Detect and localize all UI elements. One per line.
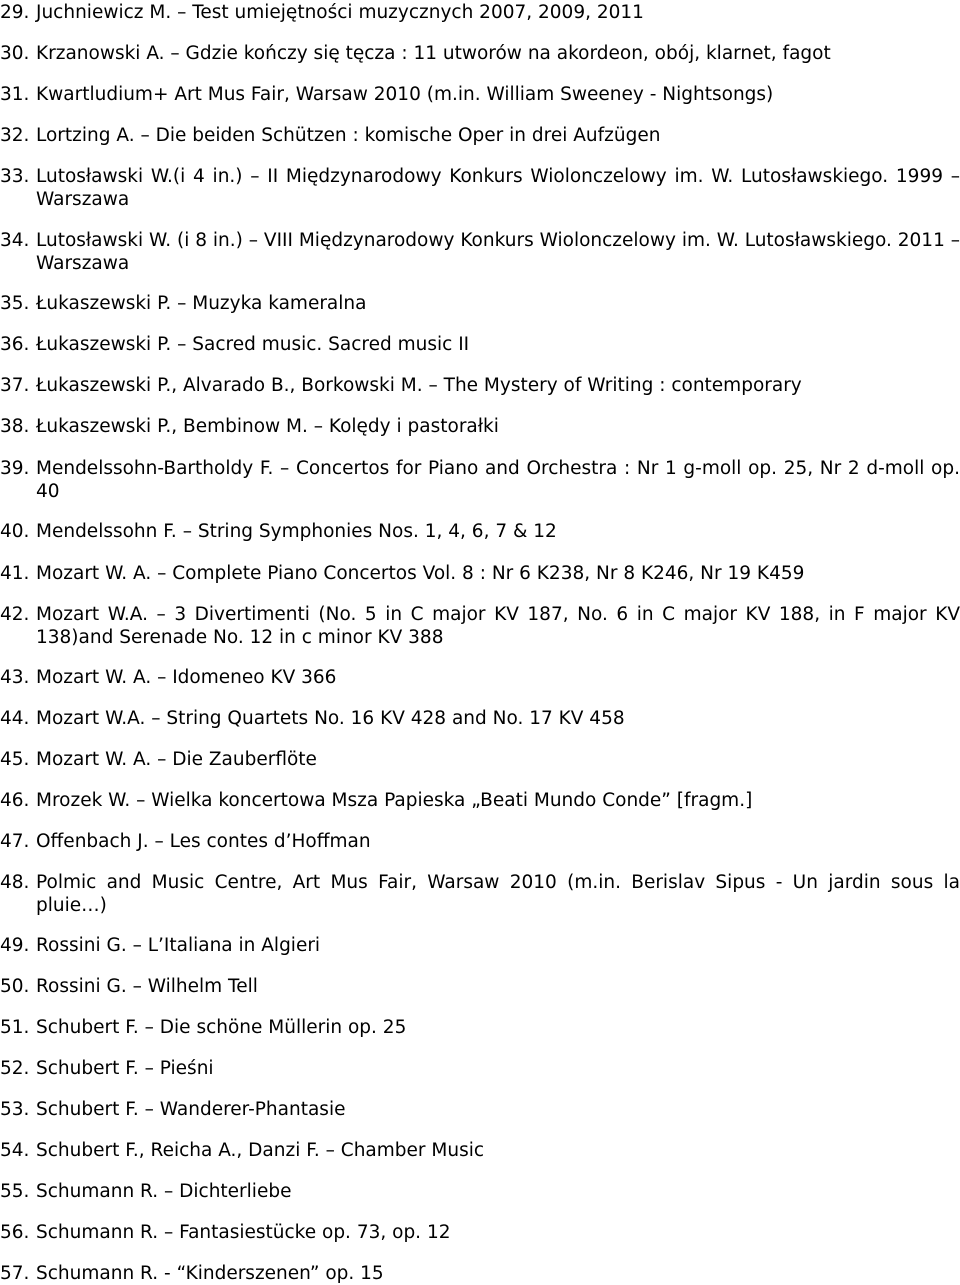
list-item (0, 415, 960, 438)
item-number: 53. (0, 1099, 30, 1120)
item-number: 46. (0, 790, 30, 811)
list-item (0, 83, 960, 106)
item-text: Mendelssohn-Bartholdy F. – Concertos for Piano and Orchestra : Nr 1 g-moll op. 25, Nr 2 d-moll op. 40 (36, 458, 960, 502)
list-item (0, 707, 960, 730)
item-text: Schumann R. – Dichterliebe (36, 1181, 292, 1202)
item-text: Lortzing A. – Die beiden Schützen : komische Oper in drei Aufzügen (36, 125, 661, 146)
item-number: 50. (0, 976, 30, 997)
list-item (0, 374, 960, 397)
item-number: 45. (0, 749, 30, 770)
list-item (0, 748, 960, 771)
item-text: Schubert F. – Pieśni (36, 1058, 214, 1079)
item-text: Mozart W. A. – Die Zauberflöte (36, 749, 317, 770)
item-text: Juchniewicz M. – Test umiejętności muzycznych 2007, 2009, 2011 (36, 2, 644, 23)
list-item (0, 871, 960, 917)
item-text: Rossini G. – Wilhelm Tell (36, 976, 258, 997)
item-number: 43. (0, 667, 30, 688)
item-text: Schubert F., Reicha A., Danzi F. – Chamber Music (36, 1140, 485, 1161)
list-item (0, 830, 960, 853)
item-number: 39. (0, 458, 30, 479)
list-item (0, 603, 960, 649)
item-text: Kwartludium+ Art Mus Fair, Warsaw 2010 (m.in. William Sweeney - Nightsongs) (36, 84, 774, 105)
item-number: 40. (0, 521, 30, 542)
list-item (0, 666, 960, 689)
item-text: Mendelssohn F. – String Symphonies Nos. 1, 4, 6, 7 & 12 (36, 521, 557, 542)
list-item (0, 1, 960, 24)
item-number: 37. (0, 375, 30, 396)
item-text: Lutosławski W.(i 4 in.) – II Międzynarodowy Konkurs Wiolonczelowy im. W. Lutosławskiego. 1999 – Warszawa (36, 166, 960, 210)
item-number: 31. (0, 84, 30, 105)
item-text: Schubert F. – Die schöne Müllerin op. 25 (36, 1017, 407, 1038)
list-item (0, 1262, 960, 1285)
list-item (0, 42, 960, 65)
list-item (0, 124, 960, 147)
item-text: Łukaszewski P., Alvarado B., Borkowski M. – The Mystery of Writing : contemporary (36, 375, 802, 396)
list-item (0, 292, 960, 315)
item-text: Mozart W. A. – Idomeneo KV 366 (36, 667, 337, 688)
item-text: Krzanowski A. – Gdzie kończy się tęcza : 11 utworów na akordeon, obój, klarnet, fagot (36, 43, 831, 64)
item-number: 32. (0, 125, 30, 146)
item-text: Łukaszewski P. – Muzyka kameralna (36, 293, 367, 314)
item-number: 52. (0, 1058, 30, 1079)
item-text: Schubert F. – Wanderer-Phantasie (36, 1099, 346, 1120)
list-item (0, 934, 960, 957)
list-item (0, 1180, 960, 1203)
item-number: 44. (0, 708, 30, 729)
item-number: 36. (0, 334, 30, 355)
item-text: Mozart W.A. – String Quartets No. 16 KV 428 and No. 17 KV 458 (36, 708, 625, 729)
item-text: Offenbach J. – Les contes d’Hoffman (36, 831, 371, 852)
item-text: Łukaszewski P. – Sacred music. Sacred music II (36, 334, 470, 355)
list-item (0, 1221, 960, 1244)
item-text: Mozart W. A. – Complete Piano Concertos Vol. 8 : Nr 6 K238, Nr 8 K246, Nr 19 K459 (36, 563, 805, 584)
list-item (0, 520, 960, 543)
list-item (0, 457, 960, 503)
list-item (0, 229, 960, 275)
list-item (0, 1016, 960, 1039)
list-item (0, 1057, 960, 1080)
item-number: 48. (0, 872, 30, 893)
item-text: Rossini G. – L’Italiana in Algieri (36, 935, 321, 956)
item-number: 49. (0, 935, 30, 956)
item-number: 56. (0, 1222, 30, 1243)
item-text: Mozart W.A. – 3 Divertimenti (No. 5 in C major KV 187, No. 6 in C major KV 188, in F major KV 138)and Serenade No. 12 in c minor KV 388 (36, 604, 960, 648)
item-text: Mrozek W. – Wielka koncertowa Msza Papieska „Beati Mundo Conde” [fragm.] (36, 790, 753, 811)
item-number: 30. (0, 43, 30, 64)
list-item (0, 1139, 960, 1162)
item-number: 41. (0, 563, 30, 584)
list-item (0, 1098, 960, 1121)
item-number: 35. (0, 293, 30, 314)
item-number: 42. (0, 604, 30, 625)
item-text: Łukaszewski P., Bembinow M. – Kolędy i pastorałki (36, 416, 499, 437)
list-item (0, 562, 960, 585)
list-item (0, 165, 960, 211)
item-number: 33. (0, 166, 30, 187)
item-text: Schumann R. - “Kinderszenen” op. 15 (36, 1263, 384, 1284)
item-number: 51. (0, 1017, 30, 1038)
item-number: 47. (0, 831, 30, 852)
item-text: Schumann R. – Fantasiestücke op. 73, op. 12 (36, 1222, 451, 1243)
list-item (0, 789, 960, 812)
item-number: 55. (0, 1181, 30, 1202)
item-number: 34. (0, 230, 30, 251)
list-item (0, 975, 960, 998)
item-number: 57. (0, 1263, 30, 1284)
item-number: 29. (0, 2, 30, 23)
list-item (0, 333, 960, 356)
item-number: 38. (0, 416, 30, 437)
item-text: Lutosławski W. (i 8 in.) – VIII Międzynarodowy Konkurs Wiolonczelowy im. W. Lutosławskiego. 2011 – Warszawa (36, 230, 960, 274)
item-text: Polmic and Music Centre, Art Mus Fair, Warsaw 2010 (m.in. Berislav Sipus - Un jardin sous la pluie…) (36, 872, 960, 916)
item-number: 54. (0, 1140, 30, 1161)
